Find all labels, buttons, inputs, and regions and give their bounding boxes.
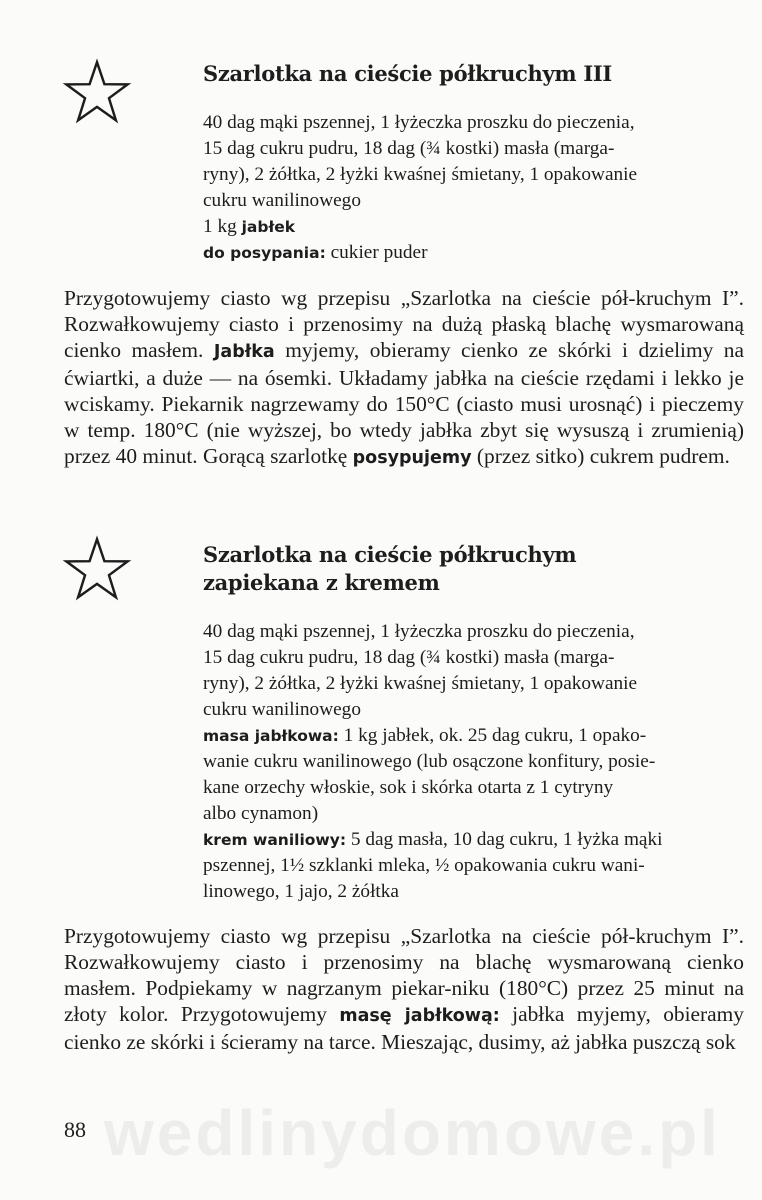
cream-label: krem waniliowy:: [203, 831, 347, 849]
ingredient-line: pszennej, 1½ szklanki mleka, ½ opakowania cukru wani-: [203, 855, 645, 876]
ingredients-list: [203, 619, 743, 905]
dusting-value: cukier puder: [330, 242, 428, 263]
recipe-title: [203, 541, 576, 597]
cream-text: 5 dag masła, 10 dag cukru, 1 łyżka mąki: [346, 829, 663, 850]
watermark: wedlinydomowe.pl: [104, 1097, 721, 1169]
ingredient-line: cukru wanilinowego: [203, 190, 361, 211]
recipe-title: Szarlotka na cieście półkruchym III: [203, 61, 612, 86]
ingredient-line: ryny), 2 żółtka, 2 łyżki kwaśnej śmietany, 1 opakowanie: [203, 673, 638, 694]
ingredient-line: linowego, 1 jajo, 2 żółtka: [203, 881, 399, 902]
star-icon: [59, 58, 135, 128]
apples-label: jabłek: [241, 218, 296, 236]
ingredient-line: wanie cukru wanilinowego (lub osączone konfitury, posie-: [203, 751, 656, 772]
ingredient-line: [203, 827, 743, 853]
method-text: (przez sitko) cukrem pudrem.: [471, 444, 730, 468]
apple-mass-text: 1 kg jabłek, ok. 25 dag cukru, 1 opako-: [338, 725, 647, 746]
star-icon: [59, 535, 135, 605]
dusting-label: do posypania:: [203, 244, 326, 262]
method-paragraph: [64, 285, 744, 471]
ingredient-line-apples: [203, 214, 743, 240]
ingredient-line: 40 dag mąki pszennej, 1 łyżeczka proszku do pieczenia,: [203, 621, 635, 642]
ingredient-line: 40 dag mąki pszennej, 1 łyżeczka proszku do pieczenia,: [203, 112, 635, 133]
page-number: 88: [64, 1117, 86, 1142]
ingredient-line: 15 dag cukru pudru, 18 dag (¾ kostki) masła (marga-: [203, 647, 615, 668]
method-text: Przygotowujemy ciasto wg przepisu „Szarlotka na cieście pół-kruchym I”. Rozwałkowujemy ciasto i przenosimy na dużą płaską blachę wysmarowaną cienko masłem.: [64, 286, 744, 362]
method-paragraph: [64, 923, 744, 1055]
apple-mass-label: masa jabłkowa:: [203, 727, 339, 745]
recipe-title-line: Szarlotka na cieście półkruchym: [203, 542, 577, 567]
method-keyword: masę jabłkową:: [339, 1006, 500, 1026]
ingredient-line: ryny), 2 żółtka, 2 łyżki kwaśnej śmietany, 1 opakowanie: [203, 164, 638, 185]
method-keyword: posypujemy: [352, 448, 472, 468]
ingredient-line: cukru wanilinowego: [203, 699, 361, 720]
ingredient-line: albo cynamon): [203, 803, 319, 824]
method-keyword: Jabłka: [213, 342, 275, 362]
ingredients-list: [203, 110, 743, 266]
ingredient-line: [203, 723, 743, 749]
ingredient-line: kane orzechy włoskie, sok i skórka otarta z 1 cytryny: [203, 777, 614, 798]
method-text: jabłka myjemy, obieramy cienko ze skórki i ścieramy na tarce. Mieszając, dusimy, aż jabłka puszczą sok: [64, 1002, 744, 1054]
method-text: myjemy, obieramy cienko ze skórki i dzielimy na ćwiartki, a duże — na ósemki. Układamy jabłka na cieście rzędami i lekko je wciskamy. Piekarnik nagrzewamy do 150°C (ciasto musi urosnąć) i pieczemy w temp. 180°C (nie wyższej, bo wtedy jabłka zbyt się wysuszą i zrumienią) przez 40 minut. Gorącą szarlotkę: [64, 338, 744, 468]
method-text: Przygotowujemy ciasto wg przepisu „Szarlotka na cieście pół-kruchym I”. Rozwałkowujemy ciasto i przenosimy na blachę wysmarowaną cienko masłem. Podpiekamy w nagrzanym piekar-niku (180°C) przez 25 minut na złoty kolor. Przygotowujemy: [64, 924, 744, 1026]
ingredient-line-dusting: [203, 240, 743, 266]
recipe-title-line: zapiekana z kremem: [203, 570, 440, 595]
apples-amount: 1 kg: [203, 216, 237, 237]
ingredient-line: 15 dag cukru pudru, 18 dag (¾ kostki) masła (marga-: [203, 138, 615, 159]
